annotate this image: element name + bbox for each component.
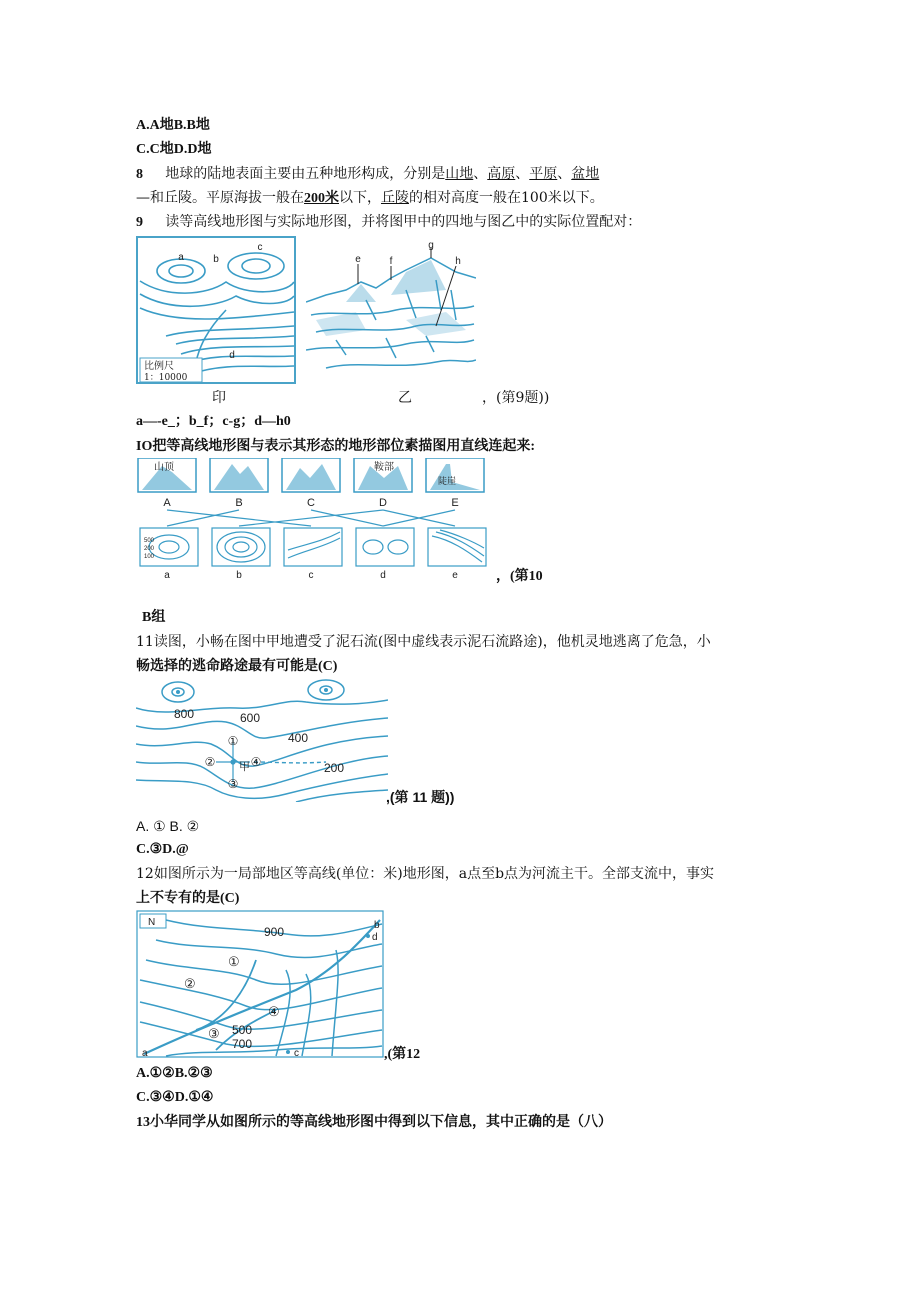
q12-contour-500: 500 (232, 1023, 253, 1037)
q11-caption: ,(第 11 题)) (386, 789, 455, 805)
q10-bottom-label-b: b (236, 570, 242, 580)
q10-prompt (136, 437, 535, 456)
q9-photo-label-h: h (455, 256, 461, 267)
q11-point-jia: 甲 (239, 760, 250, 773)
q10-top-label-D: D (379, 497, 387, 509)
q11-contour-200: 200 (324, 761, 345, 775)
q8-text: 以下， (339, 190, 381, 206)
q12-options-line1: A.①②B.②③ (136, 1066, 213, 1081)
q11-line1: 11读图，小畅在图中甲地遭受了泥石流(图中虚线表示泥石流路途)，他机灵地逃离了危急，小 (136, 634, 711, 650)
q7-options-line2: C.C地D.D地 (136, 142, 212, 157)
q10-bottom-label-c: c (308, 570, 314, 580)
q9-map-label-a: a (178, 252, 184, 263)
q12-point-c: c (294, 1048, 299, 1058)
section-b-heading: B组 (142, 610, 166, 625)
q12-point-a: a (142, 1048, 148, 1058)
q11-text: 畅选择的逃命路途最有可能是(C) (136, 659, 338, 674)
q8-line1 (136, 165, 599, 184)
q8-line2 (136, 189, 604, 208)
q10-top-label-E: E (451, 497, 459, 509)
q9-photo-label-g: g (428, 240, 434, 251)
q8-text: 的相对高度一般在100米以下。 (409, 190, 604, 206)
q8-answer-basin: 盆地 (571, 166, 600, 182)
q11-options-line2: C.③D.@ (136, 842, 189, 857)
q12-caption: ,(第12 (384, 1047, 421, 1062)
q8-number: 8 (136, 167, 143, 182)
q11-line2 (136, 657, 337, 676)
q10-contour-value: 200 (144, 546, 155, 552)
q12-contour-map (136, 910, 384, 1058)
q12-options-line2: C.③④D.①④ (136, 1090, 214, 1105)
q11-route-3: ③ (227, 777, 239, 791)
q8-answer-hills: 丘陵 (381, 190, 409, 206)
q8-sep: 、 (515, 166, 530, 182)
q8-sep: 、 (557, 166, 572, 182)
q8-text: —和丘陵。平原海拔一般在 (136, 190, 304, 206)
q13-text: 13小华同学从如图所示的等高线地形图中得到以下信息，其中正确的是（八） (136, 1115, 612, 1130)
q8-answer-height: 200米 (304, 191, 339, 206)
q11-contour-400: 400 (288, 731, 309, 745)
q11-route-1: ① (227, 734, 239, 748)
q8-answer-plateau: 高原 (487, 166, 516, 182)
q8-sep: 、 (473, 166, 488, 182)
q9-map-label-d: d (229, 350, 235, 361)
q9-map-label-b: b (213, 254, 219, 265)
q13-prompt (136, 1113, 612, 1132)
q7-options-line1: A.A地B.B地 (136, 118, 210, 133)
q10-bottom-label-d: d (380, 570, 386, 580)
q12-point-d: d (372, 932, 378, 943)
q12-contour-700: 700 (232, 1037, 253, 1051)
q11-route-4: ④ (250, 755, 262, 769)
q10-text: IO把等高线地形图与表示其形态的地形部位素描图用直线连起来: (136, 439, 535, 454)
q12-branch-1: ① (228, 955, 240, 970)
q10-bottom-label-e: e (452, 570, 458, 580)
q12-branch-3: ③ (208, 1027, 220, 1042)
q10-top-label-C: C (307, 497, 315, 509)
q9-scale-title: 比例尺 (144, 361, 174, 372)
q12-point-b: b (374, 920, 380, 931)
q9-prompt (136, 213, 641, 232)
q9-answer: a—-e_；b_f；c-g；d—h0 (136, 414, 291, 429)
q10-caption: ，(第10 (496, 569, 543, 584)
q9-photo-label-e: e (355, 254, 361, 265)
q12-line2 (136, 889, 239, 908)
q9-terrain-sketch (306, 240, 476, 384)
q10-top-label-B: B (235, 497, 243, 509)
q9-caption-note: ，(第9题)) (482, 390, 550, 406)
q9-caption-right: 乙 (398, 390, 412, 406)
q11-options-line1: A. ① B. ② (136, 818, 200, 834)
q12-north-arrow: N (148, 917, 156, 928)
q12-line1: 12如图所示为一局部地区等高线(单位：米)地形图，a点至b点为河流主干。全部支流中，事实 (136, 866, 715, 882)
q10-contour-value: 100 (144, 554, 155, 560)
q8-text: 地球的陆地表面主要由五种地形构成，分别是 (165, 166, 446, 182)
q11-contour-800: 800 (174, 707, 195, 721)
q10-tag-summit: 山顶 (154, 462, 174, 473)
q10-matching-figure (136, 458, 488, 580)
q9-number: 9 (136, 215, 143, 230)
q8-answer-plain: 平原 (529, 166, 558, 182)
q10-bottom-label-a: a (164, 570, 170, 580)
q12-branch-4: ④ (268, 1005, 280, 1020)
q11-route-2: ② (204, 755, 216, 769)
q9-text: 读等高线地形图与实际地形图，并将图甲中的四地与图乙中的实际位置配对： (165, 214, 642, 230)
q9-contour-map (136, 236, 296, 384)
q9-caption-left: 印 (212, 390, 226, 406)
q11-contour-600: 600 (240, 711, 261, 725)
q9-map-label-c: c (257, 242, 263, 253)
q10-top-label-A: A (163, 497, 171, 509)
q9-photo-label-f: f (389, 256, 393, 267)
q10-tag-saddle: 鞍部 (374, 462, 394, 473)
q11-contour-map (136, 678, 388, 802)
q10-contour-value: 500 (144, 538, 155, 544)
q9-scale-value: 1：10000 (144, 373, 188, 383)
q12-text: 上不专有的是(C) (136, 891, 240, 906)
q12-branch-2: ② (184, 977, 196, 992)
q8-answer-mountain: 山地 (445, 166, 474, 182)
q10-tag-cliff: 陡崖 (438, 477, 457, 487)
q12-contour-900: 900 (264, 925, 285, 939)
